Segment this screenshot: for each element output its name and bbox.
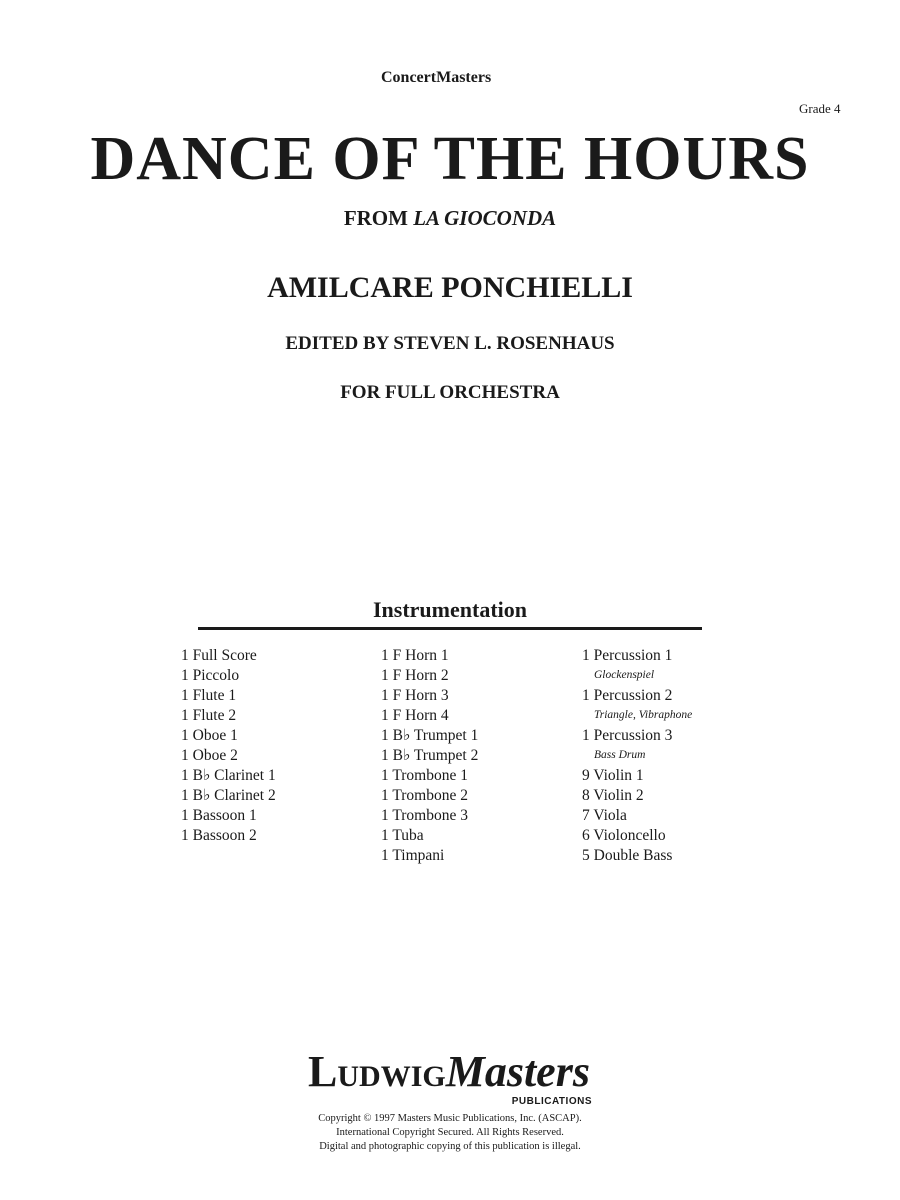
- instrumentation-heading: Instrumentation: [372, 597, 527, 622]
- instrument-item: 1 Oboe 2: [181, 747, 238, 764]
- instrument-column-2: [381, 646, 478, 866]
- series-name: ConcertMasters: [381, 69, 492, 86]
- instrument-item: 1 F Horn 4: [381, 707, 449, 724]
- copyright-line: International Copyright Secured. All Rights Reserved.: [336, 1127, 564, 1138]
- instrument-item: 1 F Horn 1: [381, 647, 449, 664]
- copyright-line: Copyright © 1997 Masters Music Publications, Inc. (ASCAP).: [318, 1113, 582, 1124]
- instrument-note: Glockenspiel: [594, 669, 655, 681]
- instrument-item: 1 Trombone 1: [381, 767, 468, 784]
- copyright-notice: [0, 1112, 900, 1154]
- instrument-item: 1 Piccolo: [181, 667, 240, 684]
- instrument-item: 1 B♭ Clarinet 1: [181, 767, 276, 784]
- instrument-item: 1 B♭ Trumpet 1: [381, 727, 479, 744]
- publisher-logo-sub: PUBLICATIONS: [511, 1096, 592, 1107]
- composer-name: AMILCARE PONCHIELLI: [267, 271, 633, 304]
- instrument-item: 1 Percussion 3: [582, 727, 673, 744]
- instrument-item: 1 B♭ Clarinet 2: [181, 787, 276, 804]
- instrument-column-3: [582, 646, 692, 866]
- publisher-logo: [308, 1047, 598, 1110]
- grade-level: Grade 4: [799, 101, 841, 116]
- instrument-item: 1 Flute 1: [181, 687, 237, 704]
- piece-title: DANCE OF THE HOURS: [90, 125, 810, 193]
- subtitle-prefix: FROM: [343, 206, 414, 230]
- instrument-item: 6 Violoncello: [582, 827, 666, 844]
- instrument-item: 1 Percussion 1: [582, 647, 673, 664]
- editor-credit: EDITED BY STEVEN L. ROSENHAUS: [285, 333, 615, 354]
- instrument-note: Triangle, Vibraphone: [594, 709, 693, 721]
- copyright-line: Digital and photographic copying of this publication is illegal.: [319, 1141, 581, 1152]
- subtitle-work: LA GIOCONDA: [413, 206, 557, 230]
- instrument-item: 7 Viola: [582, 807, 627, 824]
- instrument-note: Bass Drum: [594, 749, 646, 761]
- instrument-item: 1 Oboe 1: [181, 727, 238, 744]
- piece-subtitle: [0, 206, 900, 231]
- instrument-item: 1 Trombone 3: [381, 807, 468, 824]
- instrument-item: 1 F Horn 2: [381, 667, 449, 684]
- instrument-item: 9 Violin 1: [582, 767, 644, 784]
- instrument-item: 1 B♭ Trumpet 2: [381, 747, 479, 764]
- instrument-item: 1 Trombone 2: [381, 787, 468, 804]
- instrument-item: 1 Bassoon 1: [181, 807, 257, 824]
- instrument-item: 1 Tuba: [381, 827, 424, 844]
- instrument-item: 1 Full Score: [181, 647, 257, 664]
- instrument-item: 8 Violin 2: [582, 787, 644, 804]
- instrument-item: 1 Flute 2: [181, 707, 237, 724]
- instrument-item: 5 Double Bass: [582, 847, 673, 864]
- instrument-item: 1 F Horn 3: [381, 687, 449, 704]
- ensemble-line: FOR FULL ORCHESTRA: [340, 382, 560, 403]
- instrument-item: 1 Timpani: [381, 847, 445, 864]
- instrument-column-1: [181, 646, 276, 846]
- instrument-item: 1 Percussion 2: [582, 687, 673, 704]
- instrument-item: 1 Bassoon 2: [181, 827, 257, 844]
- instrumentation-divider: [198, 627, 702, 630]
- publisher-logo-wordmark: LUDWIGMasters: [308, 1047, 590, 1096]
